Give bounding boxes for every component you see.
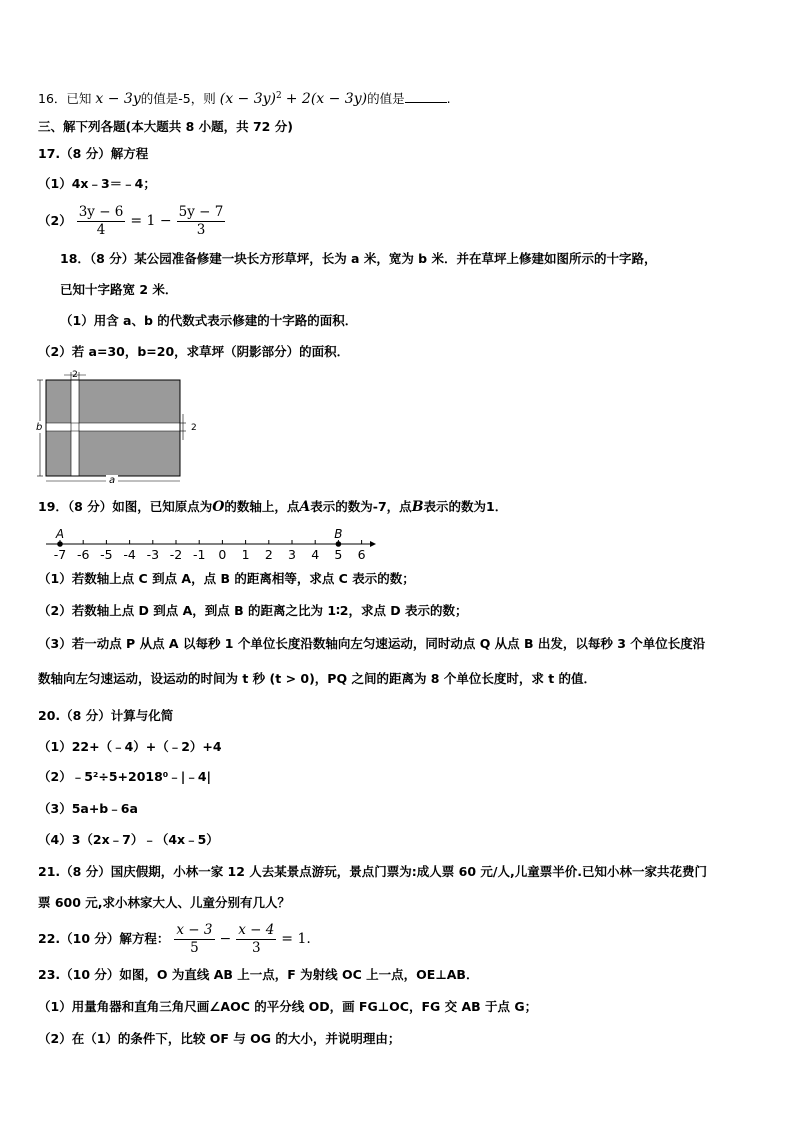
q22-fraction-2-den: 3 — [251, 940, 261, 956]
q18-line-2: 已知十字路宽 2 米． — [60, 282, 178, 297]
q19-part-1: （1）若数轴上点 C 到点 A，点 B 的距离相等，求点 C 表示的数； — [38, 571, 415, 586]
q19-heading-text-4: 表示的数为1． — [423, 499, 508, 514]
q20-part-2: （2）﹣5²÷5+2018⁰﹣|﹣4| — [38, 769, 212, 784]
q19-number-line — [40, 524, 380, 564]
q21-line-2: 票 600 元,求小林家大人、儿童分别有几人？ — [38, 895, 291, 910]
number-line-tick-label: 1 — [241, 547, 250, 562]
q20-heading: 20.（8 分）计算与化简 — [38, 708, 174, 723]
q16-text-5: . — [446, 91, 451, 107]
q23-part-2: （2）在（1）的条件下，比较 OF 与 OG 的大小，并说明理由； — [38, 1031, 401, 1046]
q22-fraction-1-num: x − 3 — [176, 922, 213, 938]
q17-fraction-1-den: 4 — [96, 222, 106, 238]
section-3-heading: 三、解下列各题(本大题共 8 小题，共 72 分) — [38, 119, 293, 134]
number-line-tick-label: 2 — [264, 547, 273, 562]
point-a-dot — [57, 541, 63, 547]
q18-bottom-label: a — [109, 475, 116, 484]
q20-part-4: （4）3（2x﹣7）﹣（4x﹣5） — [38, 832, 219, 847]
number-line-tick-label: 6 — [357, 547, 366, 562]
q22-fraction-1 — [174, 922, 214, 957]
q22-heading: 22.（10 分）解方程： — [38, 931, 170, 946]
q16-expr-2b: + 2(x − 3y) — [285, 91, 368, 108]
q16-value: -5 — [178, 91, 191, 107]
q17-fraction-2-num: 5y − 7 — [178, 204, 224, 220]
number-line-tick-label: -7 — [53, 547, 67, 562]
q19-heading — [38, 497, 507, 517]
q22-fraction-2 — [236, 922, 276, 957]
q19-point-a: A — [299, 499, 311, 515]
q18-heading: 18．（8 分）某公园准备修建一块长方形草坪，长为 a 米，宽为 b 米．并在草坪上修建如图所示的十字路， — [60, 251, 657, 266]
q18-lawn-figure — [34, 368, 200, 484]
point-a-label: A — [55, 527, 65, 541]
q19-part-2: （2）若数轴上点 D 到点 A，到点 B 的距离之比为 1∶2，求点 D 表示的数； — [38, 603, 468, 618]
q17-part-2 — [38, 202, 226, 240]
number-line-tick-label: 5 — [334, 547, 343, 562]
q16-text-1: 已知 — [66, 91, 92, 107]
q22-minus: − — [219, 931, 232, 947]
number-line-tick-label: 3 — [288, 547, 296, 562]
q19-heading-text-3: 表示的数为-7，点 — [310, 499, 412, 514]
q18-left-label: b — [36, 422, 43, 433]
q22-fraction-1-den: 5 — [190, 940, 199, 956]
number-line-tick-label: -3 — [146, 547, 160, 562]
number-line-tick-label: -4 — [123, 547, 136, 562]
q17-fraction-1-num: 3y − 6 — [78, 204, 124, 220]
q20-part-1: （1）22+（﹣4）+（﹣2）+4 — [38, 739, 222, 754]
q16-text-2: 的值是 — [140, 91, 179, 107]
q16-expr-2-sup: 2 — [276, 91, 282, 101]
q17-fraction-2 — [177, 204, 226, 239]
horizontal-road — [46, 423, 180, 431]
q17-equals: = 1 − — [130, 213, 172, 229]
number-line-tick-label: 0 — [218, 547, 227, 562]
q19-heading-text-1: 19．（8 分）如图，已知原点为 — [38, 499, 213, 514]
q18-right-label: 2 — [191, 423, 197, 433]
point-b-label: B — [334, 527, 343, 541]
q17-heading: 17.（8 分）解方程 — [38, 146, 149, 161]
q17-part-2-label: （2） — [38, 213, 72, 228]
q16-answer-blank — [405, 90, 447, 103]
number-line-tick-label: -5 — [100, 547, 113, 562]
q17-fraction-2-den: 3 — [196, 222, 206, 238]
q22-fraction-2-num: x − 4 — [238, 922, 275, 938]
q19-part-3-line-1: （3）若一动点 P 从点 A 以每秒 1 个单位长度沿数轴向左匀速运动，同时动点 Q 从点 B 出发，以每秒 3 个单位长度沿 — [38, 636, 706, 651]
q17-part-1: （1）4x﹣3＝﹣4； — [38, 176, 156, 191]
q19-point-b: B — [411, 499, 424, 515]
q20-part-3: （3）5a+b﹣6a — [38, 801, 138, 816]
number-line-tick-label: -2 — [169, 547, 183, 562]
q16-expr-2a: (x − 3y) — [219, 91, 277, 108]
number-line-tick-label: -6 — [76, 547, 90, 562]
q22-line — [38, 920, 311, 958]
q17-fraction-1 — [77, 204, 126, 239]
q16-text-4: 的值是 — [367, 91, 405, 107]
q18-part-1: （1）用含 a、b 的代数式表示修建的十字路的面积． — [60, 313, 358, 328]
q18-top-label: 2 — [72, 370, 78, 380]
q19-point-o: O — [212, 499, 225, 515]
q23-heading: 23.（10 分）如图，O 为直线 AB 上一点，F 为射线 OC 上一点，OE⊥AB． — [38, 967, 479, 982]
q16-line — [38, 86, 451, 109]
q16-text-3: ，则 — [190, 91, 216, 107]
q21-line-1: 21.（8 分）国庆假期，小林一家 12 人去某景点游玩，景点门票为:成人票 60 元/人,儿童票半价.已知小林一家共花费门 — [38, 864, 707, 879]
q23-part-1: （1）用量角器和直角三角尺画∠AOC 的平分线 OD，画 FG⊥OC，FG 交 AB 于点 G； — [38, 999, 538, 1014]
number-line-arrow — [370, 541, 376, 547]
number-line-tick-label: -1 — [192, 547, 206, 562]
q18-part-2: （2）若 a=30，b=20，求草坪（阴影部分）的面积． — [38, 344, 350, 359]
q19-heading-text-2: 的数轴上，点 — [224, 499, 300, 514]
number-line-tick-label: 4 — [311, 547, 320, 562]
q16-number: 16． — [38, 91, 67, 107]
q22-tail: = 1. — [281, 931, 311, 947]
q19-part-3-line-2: 数轴向左匀速运动，设运动的时间为 t 秒 (t > 0)，PQ 之间的距离为 8 个单位长度时，求 t 的值． — [38, 671, 597, 686]
q16-expr-1: x − 3y — [95, 91, 141, 108]
point-b-dot — [336, 541, 342, 547]
